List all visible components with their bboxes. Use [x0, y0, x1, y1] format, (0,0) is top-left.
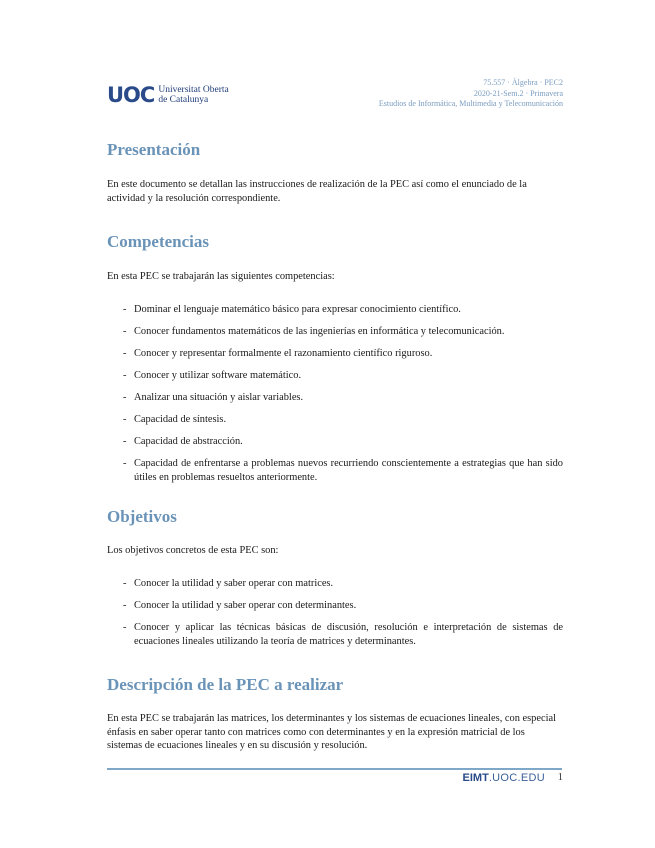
page-number: 1 [557, 772, 563, 783]
footer-brand [463, 772, 545, 784]
heading-objetivos: Objetivos [107, 507, 177, 526]
descripcion-text: En esta PEC se trabajarán las matrices, los determinantes y los sistemas de ecuaciones lineales, con especial énfasis en saber operar tanto con matrices como con determinantes y en la expresión matricial de los sistemas de ecuaciones lineales y en su discusión y resolución. [107, 713, 556, 751]
competencias-list [123, 303, 563, 493]
list-item: - Capacidad de abstracción. [123, 435, 563, 449]
footer-brand-bold: EIMT [462, 772, 489, 784]
logo-line-1: Universitat Oberta [158, 85, 229, 95]
heading-descripcion: Descripción de la PEC a realizar [107, 675, 344, 694]
objetivos-intro: Los objetivos concretos de esta PEC son: [107, 545, 279, 556]
uoc-logo [107, 78, 229, 112]
list-item: - Capacidad de síntesis. [123, 413, 563, 427]
course-semester: 2020-21-Sem.2 · Primavera [473, 88, 563, 98]
list-item: - Dominar el lenguaje matemático básico para expresar conocimiento científico. [123, 303, 563, 317]
course-meta [379, 78, 563, 110]
competencias-intro: En esta PEC se trabajarán las siguientes competencias: [107, 271, 335, 282]
heading-presentacion: Presentación [107, 140, 201, 159]
list-item: - Conocer y utilizar software matemático. [123, 369, 563, 383]
uoc-logo-text [158, 85, 228, 105]
footer-rule [107, 768, 562, 770]
list-item: - Conocer y aplicar las técnicas básicas de discusión, resolución e interpretación de sistemas de ecuaciones lineales utilizando la teoría de matrices y determinantes. [123, 621, 563, 648]
course-code: 75.557 · Àlgebra · PEC2 [483, 78, 563, 87]
list-item: - Capacidad de enfrentarse a problemas nuevos recurriendo conscientemente a estrategias que han sido útiles en problemas resueltos anteriormente. [123, 457, 563, 484]
list-item: - Conocer la utilidad y saber operar con determinantes. [123, 599, 563, 613]
heading-competencias: Competencias [107, 232, 209, 251]
list-item: - Conocer la utilidad y saber operar con matrices. [123, 577, 563, 591]
logo-line-2: de Catalunya [158, 95, 209, 105]
footer-brand-rest: .UOC.EDU [488, 772, 545, 784]
course-studies: Estudios de Informática, Multimedia y Telecomunicación [378, 99, 563, 108]
list-item: - Conocer fundamentos matemáticos de las ingenierías en informática y telecomunicación. [123, 325, 563, 339]
objetivos-list [123, 577, 563, 657]
list-item: - Analizar una situación y aislar variables. [123, 391, 563, 405]
presentacion-text: En este documento se detallan las instrucciones de realización de la PEC así como el enunciado de la actividad y la resolución correspondiente. [107, 179, 527, 204]
list-item: - Conocer y representar formalmente el razonamiento científico riguroso. [123, 347, 563, 361]
uoc-logo-mark: UOC [107, 82, 155, 107]
